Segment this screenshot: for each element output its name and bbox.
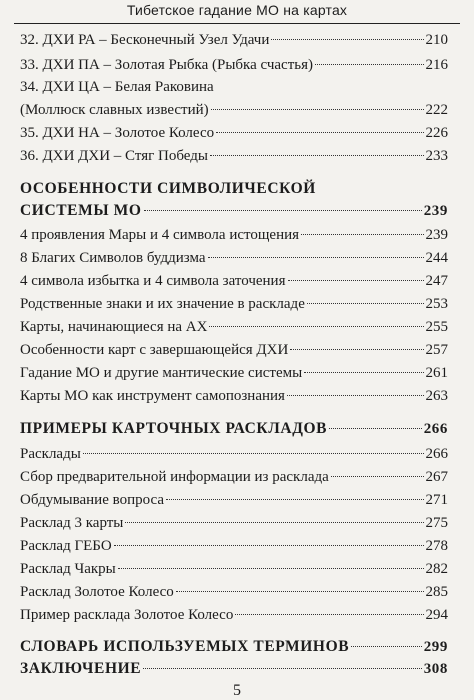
toc-entry-page: 263 (425, 388, 448, 404)
toc-entry-title: Карты МО как инструмент самопознания (20, 388, 285, 404)
toc-entry-page: 275 (425, 515, 448, 531)
toc-entry (20, 341, 448, 359)
toc-entry-page: 247 (425, 273, 448, 289)
toc-entry (20, 226, 448, 244)
dot-leader (210, 155, 424, 156)
toc-entry (20, 491, 448, 509)
toc-entry (20, 101, 448, 119)
toc-entry-page: 278 (425, 538, 448, 554)
dot-leader (301, 234, 423, 235)
toc-entry (20, 468, 448, 486)
toc-entry-title: 35. ДХИ НА – Золотое Колесо (20, 125, 215, 141)
dot-leader (315, 64, 423, 65)
toc-entry-title: Родственные знаки и их значение в раскладе (20, 296, 305, 312)
toc-entry (20, 272, 448, 290)
toc-entry (20, 318, 448, 336)
toc-entry-page: 233 (425, 148, 448, 164)
dot-leader (271, 39, 423, 40)
dot-leader (144, 210, 422, 211)
dot-leader (83, 453, 424, 454)
dot-leader (208, 257, 424, 258)
toc-entry (20, 295, 448, 313)
section-title: ЗАКЛЮЧЕНИЕ (20, 660, 142, 677)
toc-entry-title: Расклад Чакры (20, 561, 116, 577)
toc-entry-page: 282 (425, 561, 448, 577)
dot-leader (125, 522, 423, 523)
toc-entry-title: (Моллюск славных известий) (20, 102, 209, 118)
toc-entry-title: 34. ДХИ ЦА – Белая Раковина (20, 79, 214, 95)
section-title: ПРИМЕРЫ КАРТОЧНЫХ РАСКЛАДОВ (20, 420, 328, 437)
section-entry (20, 660, 448, 678)
section-page: 308 (423, 661, 448, 677)
toc-entry-page: 253 (425, 296, 448, 312)
toc-entry-title: Расклад 3 карты (20, 515, 124, 531)
section-entry (20, 638, 448, 656)
toc-entry (20, 387, 448, 405)
toc-entry (20, 560, 448, 578)
toc-entry-page: 294 (425, 607, 448, 623)
toc-entry-page: 226 (425, 125, 448, 141)
toc-entry-title: Карты, начинающиеся на АХ (20, 319, 208, 335)
section-title: СЛОВАРЬ ИСПОЛЬЗУЕМЫХ ТЕРМИНОВ (20, 638, 350, 655)
dot-leader (114, 545, 424, 546)
toc-entry (20, 364, 448, 382)
toc-entry (20, 583, 448, 601)
toc-entry (20, 537, 448, 555)
header-rule (14, 23, 460, 24)
section-page: 239 (423, 203, 448, 219)
toc-entry-title: Пример расклада Золотое Колесо (20, 607, 234, 623)
toc-entry-title: 4 проявления Мары и 4 символа истощения (20, 227, 300, 243)
dot-leader (351, 646, 422, 647)
toc-entry (20, 31, 448, 49)
toc-entry-title: Сбор предварительной информации из расклада (20, 469, 329, 485)
toc-entry (20, 514, 448, 532)
toc-entry (20, 249, 448, 267)
toc-entry-page: 267 (425, 469, 448, 485)
running-head: Тибетское гадание МО на картах (126, 2, 348, 18)
toc-entry-title: 4 символа избытка и 4 символа заточения (20, 273, 286, 289)
dot-leader (304, 372, 423, 373)
dot-leader (216, 132, 423, 133)
section-title: СИСТЕМЫ МО (20, 202, 142, 219)
dot-leader (288, 280, 424, 281)
toc-entry-page: 210 (425, 32, 448, 48)
toc-entry-title: 36. ДХИ ДХИ – Стяг Победы (20, 148, 208, 164)
dot-leader (329, 428, 422, 429)
dot-leader (287, 395, 424, 396)
toc-entry-page: 244 (425, 250, 448, 266)
toc-entry (20, 147, 448, 165)
toc-entry-page: 261 (425, 365, 448, 381)
dot-leader (307, 303, 424, 304)
dot-leader (235, 614, 423, 615)
dot-leader (290, 349, 423, 350)
dot-leader (143, 668, 421, 669)
toc-entry-page: 255 (425, 319, 448, 335)
dot-leader (166, 499, 424, 500)
toc-entry (20, 124, 448, 142)
toc-entry-page: 239 (425, 227, 448, 243)
dot-leader (118, 568, 424, 569)
toc-entry-title: 8 Благих Символов буддизма (20, 250, 206, 266)
toc-entry-title: Обдумывание вопроса (20, 492, 164, 508)
toc-entry-page: 257 (425, 342, 448, 358)
toc-entry (20, 56, 448, 74)
dot-leader (209, 326, 423, 327)
section-page: 299 (423, 639, 448, 655)
toc-entry-title: Гадание МО и другие мантические системы (20, 365, 303, 381)
toc-entry-title: Расклад Золотое Колесо (20, 584, 174, 600)
toc-entry (20, 606, 448, 624)
toc-entry-title: Расклад ГЕБО (20, 538, 112, 554)
toc-entry-page: 271 (425, 492, 448, 508)
dot-leader (176, 591, 424, 592)
section-entry (20, 420, 448, 438)
toc-entry-title: Расклады (20, 446, 81, 462)
toc-entry-title: 32. ДХИ РА – Бесконечный Узел Удачи (20, 32, 270, 48)
section-title: ОСОБЕННОСТИ СИМВОЛИЧЕСКОЙ (20, 180, 316, 197)
toc-entry-title: 33. ДХИ ПА – Золотая Рыбка (Рыбка счастья) (20, 57, 314, 73)
dot-leader (331, 476, 424, 477)
page-number: 5 (233, 682, 241, 699)
toc-entry-page: 285 (425, 584, 448, 600)
section-entry (20, 202, 448, 220)
dot-leader (211, 109, 424, 110)
toc-entry-page: 216 (425, 57, 448, 73)
section-page: 266 (423, 421, 448, 437)
toc-entry-page: 222 (425, 102, 448, 118)
toc-entry-title: Особенности карт с завершающейся ДХИ (20, 342, 289, 358)
toc-entry-page: 266 (425, 446, 448, 462)
toc-entry (20, 445, 448, 463)
